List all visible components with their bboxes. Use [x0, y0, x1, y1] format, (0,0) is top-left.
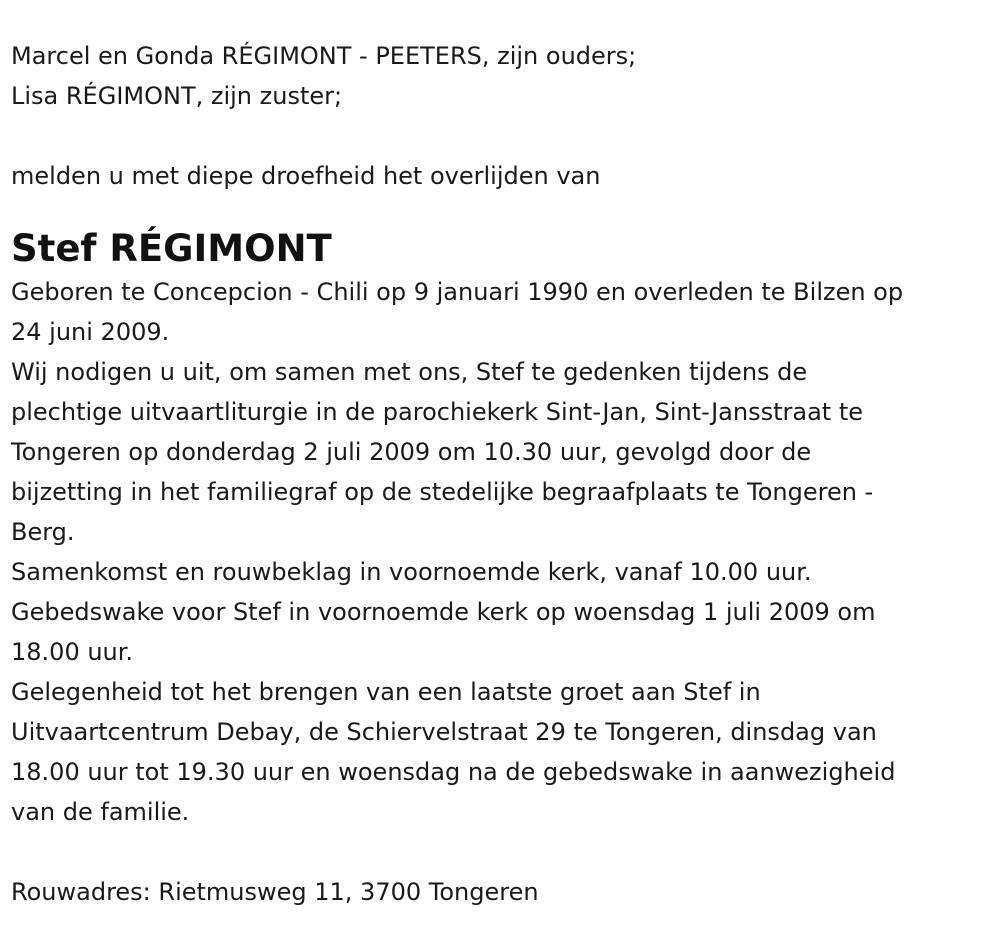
death-notice: [11, 36, 995, 912]
condolence-paragraph: [11, 552, 995, 592]
paragraph-line: Geboren te Concepcion - Chili op 9 januari 1990 en overleden te Bilzen op: [11, 278, 904, 306]
intro-line: melden u met diepe droefheid het overlijden van: [11, 162, 601, 190]
vigil-paragraph: [11, 592, 995, 672]
paragraph-line: Gelegenheid tot het brengen van een laatste groet aan Stef in: [11, 678, 761, 706]
paragraph-line: Uitvaartcentrum Debay, de Schiervelstraat 29 te Tongeren, dinsdag van: [11, 718, 877, 746]
paragraph-line: bijzetting in het familiegraf op de stedelijke begraafplaats te Tongeren -: [11, 478, 874, 506]
birth-death-paragraph: [11, 272, 995, 352]
paragraph-line: Berg.: [11, 518, 75, 546]
funeral-paragraph: [11, 352, 995, 552]
paragraph-line: 24 juni 2009.: [11, 318, 170, 346]
sister-line: Lisa RÉGIMONT, zijn zuster;: [11, 82, 343, 110]
paragraph-line: plechtige uitvaartliturgie in de parochiekerk Sint-Jan, Sint-Jansstraat te: [11, 398, 864, 426]
parents-line: Marcel en Gonda RÉGIMONT - PEETERS, zijn ouders;: [11, 42, 637, 70]
spacer: [11, 116, 995, 156]
paragraph-line: 18.00 uur tot 19.30 uur en woensdag na de gebedswake in aanwezigheid: [11, 758, 896, 786]
farewell-paragraph: [11, 672, 995, 832]
spacer: [11, 832, 995, 872]
paragraph-line: 18.00 uur.: [11, 638, 134, 666]
paragraph-line: van de familie.: [11, 798, 190, 826]
paragraph-line: Tongeren op donderdag 2 juli 2009 om 10.30 uur, gevolgd door de: [11, 438, 812, 466]
paragraph-line: Samenkomst en rouwbeklag in voornoemde kerk, vanaf 10.00 uur.: [11, 558, 812, 586]
paragraph-line: Gebedswake voor Stef in voornoemde kerk op woensdag 1 juli 2009 om: [11, 598, 876, 626]
paragraph-line: Wij nodigen u uit, om samen met ons, Stef te gedenken tijdens de: [11, 358, 808, 386]
deceased-name: Stef RÉGIMONT: [11, 227, 332, 270]
mourning-address: Rouwadres: Rietmusweg 11, 3700 Tongeren: [11, 878, 539, 906]
